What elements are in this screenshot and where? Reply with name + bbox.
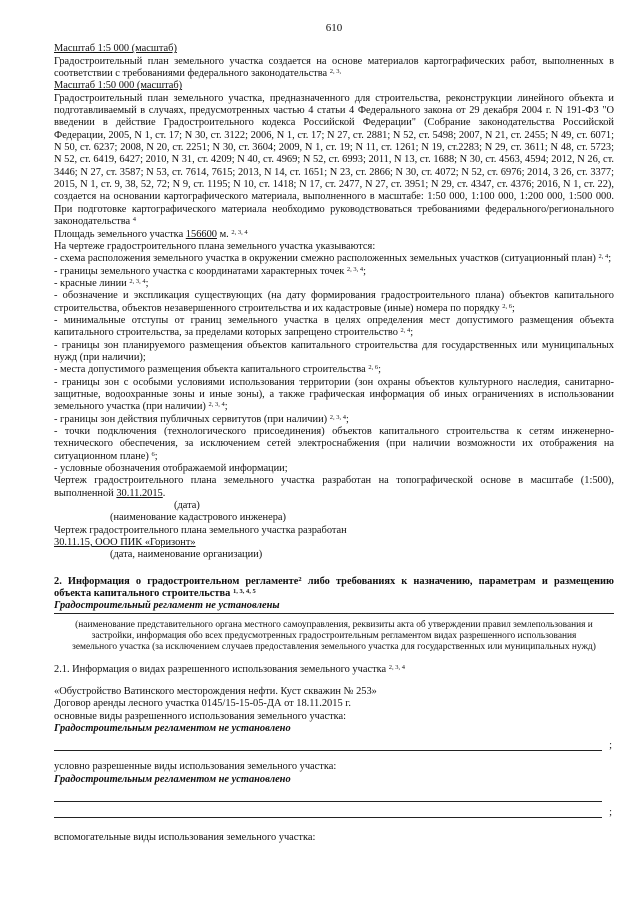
footnote-ref: 2, 3, 4 [346, 265, 364, 273]
footnote-ref: 2, 4 [598, 253, 609, 261]
engineer-caption: (наименование кадастрового инженера) [110, 512, 286, 524]
drawing-items-list [54, 253, 614, 475]
drawing-item: - границы зон с особыми условиями использования территории (зон охраны объектов культурного наследия, санитарно-защитные, водоохранные зоны и иные зоны), а также графическая информация об иных ограничениях в использовании земельного участка (при наличии) $^{2, 3, 4}$; [54, 376, 614, 413]
subsection-2-1-text: 2.1. Информация о видах разрешенного использования земельного участка [54, 663, 387, 675]
object-name: «Обустройство Ватинского месторождения нефти. Куст скважин № 253» [54, 686, 377, 698]
topo-text: Чертеж градостроительного плана земельного участка разработан на топографической основе в масштабе (1:500), выполненной [54, 475, 614, 499]
footnote-ref: 2, 3, 4 [388, 663, 405, 671]
fill-line [54, 802, 612, 818]
topo-date: 30.11.2015 [116, 487, 163, 499]
drawing-item: - границы зон действия публичных сервитутов (при наличии) $^{2, 3, 4}$; [54, 413, 349, 425]
regulation-note: (наименование представительного органа местного самоуправления, реквизиты акта об утверждении правил землепользования и застройки, информация обо всех предусмотренных градостроительным регламентом видах разрешенного использования земельного участка (за исключением случаев предоставления земельного участка для государственных или муниципальных нужд) [72, 619, 596, 653]
drawing-item: - минимальные отступы от границ земельного участка в целях определения мест допустимого размещения объекта капитального строительства, за пределами которых запрещено строительство $^{2, 4}$; [54, 314, 614, 339]
footnote-ref: 2, 3, 4 [129, 277, 146, 285]
drawing-item-text: - минимальные отступы от границ земельного участка в целях определения мест допустимого размещения объекта капитального строительства, за пределами которых запрещено строительство [54, 314, 614, 339]
footnote-ref: 2, 3, 4 [208, 401, 225, 409]
drawing-item-text: - границы зон действия публичных сервитутов (при наличии) [54, 413, 328, 425]
drawing-item [54, 340, 614, 365]
area-label: Площадь земельного участка [54, 228, 184, 240]
section-2-title-rest: либо требованиях к назначению, параметрам и размещению объекта капитального строительства [54, 575, 614, 600]
semicolon: ; [609, 740, 612, 752]
section-2-title [54, 576, 614, 601]
conditional-uses-not-set: Градостроительным регламентом не установлено [54, 773, 291, 785]
fill-line [54, 735, 612, 752]
conditional-uses-label: условно разрешенные виды использования земельного участка: [54, 761, 337, 773]
paragraph-cartography [54, 56, 614, 81]
developer-caption: (дата, наименование организации) [110, 549, 263, 561]
footnote-ref: 4 [132, 216, 136, 224]
lease-agreement: Договор аренды лесного участка 0145/15-15-05-ДА от 18.11.2015 г. [54, 698, 351, 710]
footnote-ref: 2, 3, 4 [231, 228, 248, 236]
developed-by: Чертеж градостроительного плана земельного участка разработан [54, 524, 347, 536]
footnote-ref: 2, 3, [329, 68, 342, 76]
paragraph-linear-object-text: Градостроительный план земельного участка, предназначенного для строительства, реконструкции линейного объекта и подготавливаемый в случаях, предусмотренных частью 4 статьи 4 Федерального закона от 29 декабря 2004 г. N 191-ФЗ "О введении в действие Градостроительного кодекса Российской Федерации" (Собрание законодательства Российской Федерации, 2005, N 1, ст. 17; N 30, ст. 3122; 2006, N 1, ст. 17; N 27, ст. 2881; N 52, ст. 5498; 2007, N 21, ст. 2455; N 49, ст. 6071; N 50, ст. 6237; 2008, N 20, ст. 2251; N 30, ст. 3604; 2009, N 1, ст. 19; N 11, ст. 1261; N 19, ст.2283; N 29, ст. 3611; N 48, ст. 5723; N 52, ст. 6419, 6427; 2010, N 31, ст. 4209; N 40, ст. 4969; N 52, ст. 6993; 2011, N 13, ст. 1688; N 30, ст. 4563, 4594; 2012, N 26, ст. 3446; N 27, ст. 3587; N 53, ст. 7614, 7615; 2013, N 14, ст. 1651; N 23, ст. 2866; N 30, ст. 4072; N 52, ст. 6976; 2014, 3 26, ст. 3377; 2015, N 1, ст. 9, 38, 52, 72; N 9, ст. 1195; N 10, ст. 1418; N 17, ст. 2477, N 27, ст. 3951; N 29, ст. 4347, ст. 4376; 2016, N 1, ст. 22), создается на основании картографического материала, выполненного в масштабе: 1:50 000, 1:100 000, 1:200 000, 1:500 000. При подготовке картографического материала необходимо руководствоваться требованиями федерального/регионального законодательства [54, 92, 614, 228]
drawing-item-text: - условные обозначения отображаемой информации; [54, 463, 288, 475]
main-uses-label: основные виды разрешенного использования земельного участка: [54, 710, 347, 722]
drawing-item: - красные линии $^{2, 3, 4}$; [54, 277, 149, 289]
section-2-title-text: 2. Информация о градостроительном регламенте [54, 575, 299, 587]
fill-line [54, 786, 602, 802]
auxiliary-uses-label: вспомогательные виды использования земельного участка: [54, 832, 316, 844]
drawing-item-text: - точки подключения (технологического присоединения) объектов капитального строительства к сетям инженерно-технического обеспечения, за исключением сетей электроснабжения (при наличии возможности их отображения на ситуационном плане) [54, 426, 614, 462]
paragraph-linear-object [54, 93, 614, 229]
drawing-item-text: - места допустимого размещения объекта капитального строительства [54, 364, 366, 376]
drawing-item-text: - схема расположения земельного участка в окружении смежно расположенных земельных участков (ситуационный план) [54, 253, 596, 265]
date-caption: (дата) [174, 500, 200, 512]
footnote-ref: 2 [298, 575, 302, 583]
area-value: 156600 [185, 228, 217, 240]
topo-basis: Чертеж градостроительного плана земельного участка разработан на топографической основе в масштабе (1:500), выполненной 30.11.2015. [54, 475, 614, 499]
drawing-item-text: - границы земельного участка с координатами характерных точек [54, 265, 345, 277]
footnote-ref: 2, 3, 4 [329, 413, 346, 421]
footnote-ref: 2, 6 [368, 364, 379, 372]
paragraph-cartography-text: Градостроительный план земельного участка создается на основе материалов картографических работ, выполненных в соответствии с требованиями федерального законодательства [54, 55, 614, 80]
page-number: 610 [325, 22, 343, 34]
footnote-ref: 2, 6 [502, 302, 512, 310]
drawing-item [54, 463, 614, 475]
scale-1: Масштаб 1:5 000 (масштаб) [54, 43, 177, 55]
drawing-intro: На чертеже градостроительного плана земельного участка указываются: [54, 240, 376, 252]
drawing-item: - границы земельного участка с координатами характерных точек $^{2, 3, 4}$; [54, 265, 367, 277]
footnote-ref: 1, 3, 4, 5 [232, 588, 256, 596]
drawing-item-text: - границы зон с особыми условиями использования территории (зон охраны объектов культурного наследия, санитарно-защитные, водоохранные зоны и иные зоны), а также графическая информация об иных ограничениях в использовании земельного участка (при наличии) [54, 376, 614, 413]
footnote-ref: 2, 4 [400, 327, 411, 335]
drawing-item: - точки подключения (технологического присоединения) объектов капитального строительства к сетям инженерно-технического обеспечения, за исключением сетей электроснабжения (при наличии возможности их отображения на ситуационном плане) $^6$; [54, 426, 614, 462]
area-unit: м. [219, 228, 229, 240]
subsection-2-1-title [54, 664, 614, 676]
main-uses-not-set: Градостроительным регламентом не установлено [54, 723, 291, 735]
drawing-item: - места допустимого размещения объекта капитального строительства $^{2, 6}$; [54, 364, 381, 376]
footnote-ref: 6 [151, 450, 155, 458]
area-line [54, 229, 614, 241]
regulation-not-set: Градостроительный регламент не установлены [54, 600, 614, 613]
drawing-item: - обозначение и экспликация существующих (на дату формирования градостроительного плана) объектов капитального строительства, объектов незавершенного строительства и их кадастровые (иные) номера по порядку $^{2, 6}$; [54, 290, 614, 314]
semicolon: ; [609, 806, 612, 818]
scale-2: Масштаб 1:50 000 (масштаб) [54, 80, 183, 92]
developer: 30.11.15, ООО ПИК «Горизонт» [54, 537, 196, 549]
drawing-item-text: - обозначение и экспликация существующих (на дату формирования градостроительного плана) объектов капитального строительства, объектов незавершенного строительства и их кадастровые (иные) номера по порядку [54, 290, 614, 314]
drawing-item-text: - границы зон планируемого размещения объектов капитального строительства для государственных или муниципальных нужд (при наличии); [54, 339, 614, 363]
drawing-item: - схема расположения земельного участка в окружении смежно расположенных земельных участков (ситуационный план) $^{2, 4}$; [54, 253, 612, 265]
drawing-item-text: - красные линии [54, 277, 127, 289]
